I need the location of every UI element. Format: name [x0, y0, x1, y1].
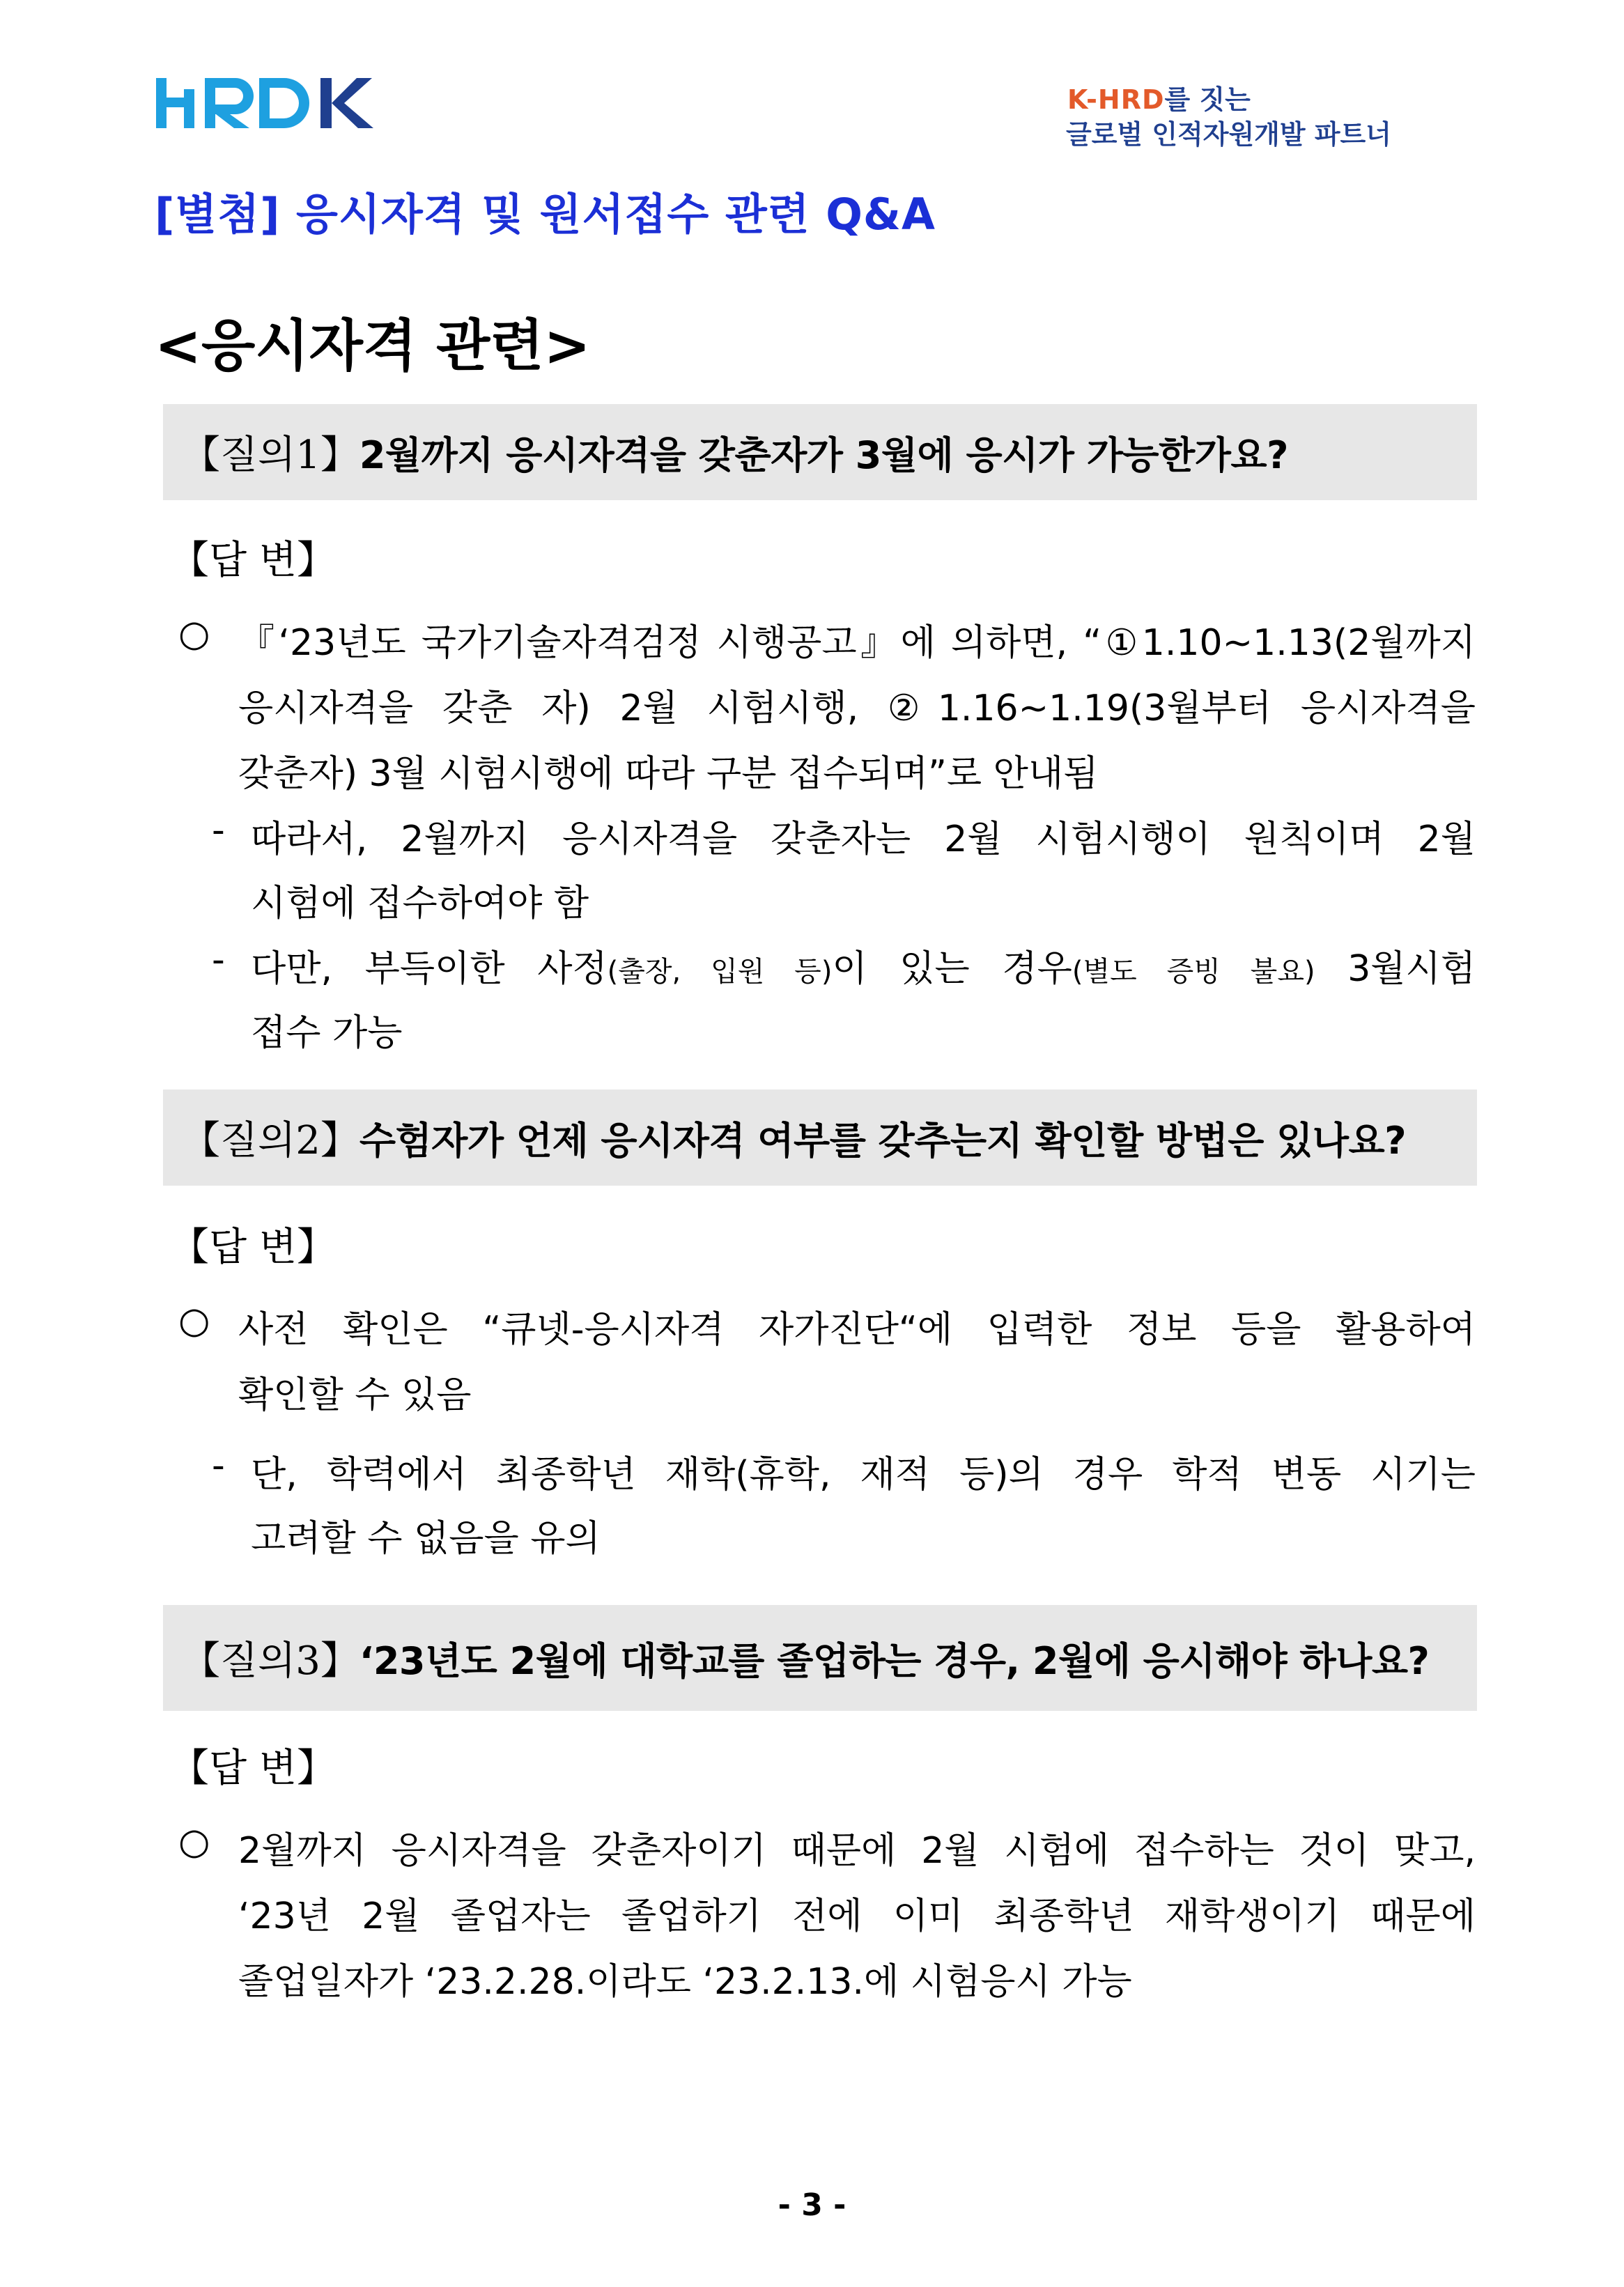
attachment-title: [별첨] 응시자격 및 원서접수 관련 Q&A	[155, 189, 936, 240]
question-2-text: 수험자가 언제 응시자격 여부를 갖추는지 확인할 방법은 있나요?	[359, 1118, 1407, 1163]
answer-2-line-3: 단, 학력에서 최종학년 재학(휴학, 재적 등)의 경우 학적 변동 시기는	[251, 1454, 1476, 1496]
answer-1-label: 【답 변】	[170, 538, 336, 583]
slogan-bottom-text: 글로벌 인적자원개발 파트너	[1066, 119, 1391, 150]
answer-2-line-1: 사전 확인은 “큐넷-응시자격 자가진단“에 입력한 정보 등을 활용하여	[238, 1309, 1476, 1351]
answer-3-line-2: ‘23년 2월 졸업자는 졸업하기 전에 이미 최종학년 재학생이기 때문에	[238, 1896, 1476, 1937]
question-1-text: 2월까지 응시자격을 갖춘자가 3월에 응시가 가능한가요?	[359, 433, 1288, 477]
answer-1-line-6	[251, 939, 1476, 991]
slogan-top-text: 를 짓는	[1164, 84, 1251, 115]
answer-2-label: 【답 변】	[170, 1225, 336, 1270]
answer-1-line-4: 따라서, 2월까지 응시자격을 갖춘자는 2월 시험시행이 원칙이며 2월	[251, 819, 1476, 860]
slogan	[1066, 82, 1484, 152]
dash-bullet: -	[212, 1445, 225, 1487]
answer-1-line-6b: (출장, 입원 등)	[607, 956, 833, 988]
question-1-label: 【질의1】	[181, 433, 359, 478]
section-title: <응시자격 관련>	[155, 313, 591, 378]
hrdk-logo	[155, 68, 392, 138]
dash-bullet: -	[212, 809, 225, 851]
answer-2-line-2: 확인할 수 있음	[238, 1374, 472, 1416]
question-2-box	[163, 1090, 1477, 1186]
circle-bullet: ○	[178, 1821, 210, 1863]
answer-1-line-6a: 다만, 부득이한 사정	[251, 948, 608, 990]
answer-2-line-4: 고려할 수 없음을 유의	[251, 1518, 601, 1560]
dash-bullet: -	[212, 939, 225, 981]
answer-3-line-3: 졸업일자가 ‘23.2.28.이라도 ‘23.2.13.에 시험응시 가능	[238, 1961, 1132, 2003]
answer-1-line-6c: 이 있는 경우	[832, 948, 1072, 990]
question-2-label: 【질의2】	[181, 1118, 359, 1163]
answer-1-line-6e: 3월시험	[1315, 948, 1476, 990]
answer-1-line-7: 접수 가능	[251, 1012, 403, 1054]
question-3-label: 【질의3】	[181, 1638, 359, 1684]
answer-1-line-6d: (별도 증빙 불요)	[1072, 956, 1315, 988]
answer-1-line-3: 갖춘자) 3월 시험시행에 따라 구분 접수되며”로 안내됨	[238, 753, 1099, 795]
answer-1-line-1: 『‘23년도 국가기술자격검정 시행공고』에 의하면, “①1.10~1.13(2월까지	[238, 622, 1476, 664]
circle-bullet: ○	[178, 613, 210, 655]
answer-3-label: 【답 변】	[170, 1746, 336, 1791]
answer-1-line-5: 시험에 접수하여야 함	[251, 883, 589, 924]
question-3-box	[163, 1605, 1477, 1711]
circle-bullet: ○	[178, 1300, 210, 1342]
slogan-khrd: K-HRD	[1067, 84, 1165, 115]
answer-1-line-2: 응시자격을 갖춘 자) 2월 시험시행, ②1.16~1.19(3월부터 응시자격을	[238, 688, 1476, 729]
page-number: - 3 -	[778, 2187, 846, 2223]
question-1-box	[163, 404, 1477, 500]
question-3-text: ‘23년도 2월에 대학교를 졸업하는 경우, 2월에 응시해야 하나요?	[359, 1638, 1430, 1683]
answer-3-line-1: 2월까지 응시자격을 갖춘자이기 때문에 2월 시험에 접수하는 것이 맞고,	[238, 1830, 1476, 1872]
